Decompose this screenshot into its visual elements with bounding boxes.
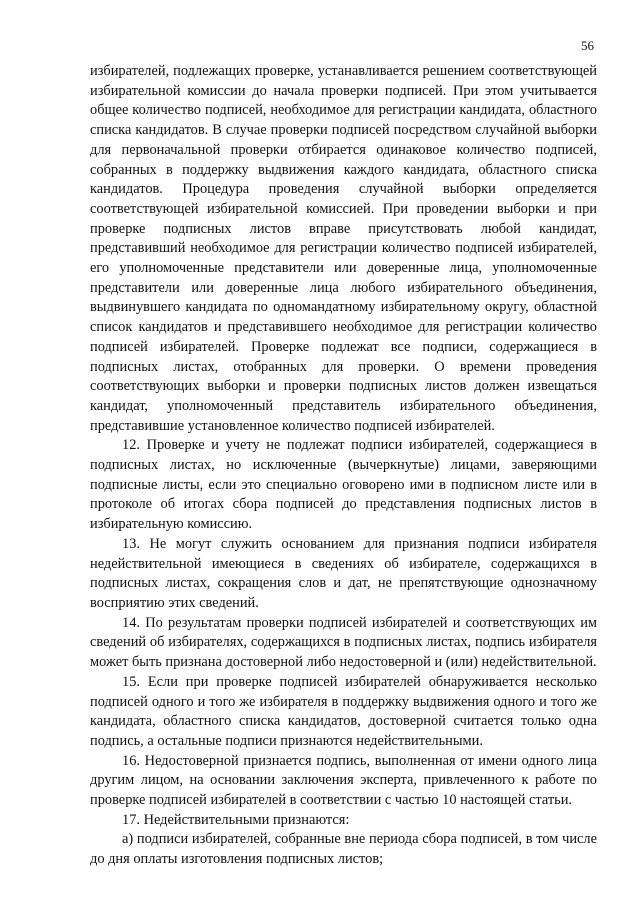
paragraph-item-14: 14. По результатам проверки подписей избирателей и соответствующих им сведений об избирателях, содержащихся в подписных листах, подпись избирателя может быть признана достоверной либо недостоверной и (или) недействительной. [90,614,597,671]
paragraph-item-16: 16. Недостоверной признается подпись, выполненная от имени одного лица другим лицом, на основании заключения эксперта, привлеченного к работе по проверке подписей избирателей в соответствии с частью 10 настоящей статьи. [90,752,597,809]
page-number: 56 [581,38,594,53]
paragraph-item-17a: а) подписи избирателей, собранные вне периода сбора подписей, в том числе до дня оплаты изготовления подписных листов; [90,831,597,868]
document-body [90,62,597,870]
paragraph-item-17: 17. Недействительными признаются: [122,811,350,828]
paragraph-item-13: 13. Не могут служить основанием для признания подписи избирателя недействительной имеющиеся в сведениях об избирателе, содержащихся в подписных листах, сокращения слов и дат, не препятствующие однозначному восприятию этих сведений. [90,535,597,611]
paragraph-item-12: 12. Проверке и учету не подлежат подписи избирателей, содержащиеся в подписных листах, но исключенные (вычеркнутые) лицами, заверяющими подписные листы, если это специально оговорено ими в подписном листе или в протоколе об итогах сбора подписей до представления подписных листов в избирательную комиссию. [90,437,597,533]
paragraph-continuation: избирателей, подлежащих проверке, устанавливается решением соответствующей избирательной комиссии до начала проверки подписей. При этом учитывается общее количество подписей, необходимое для регистрации кандидата, областного списка кандидатов. В случае проверки подписей посредством случайной выборки для первоначальной проверки отбирается одинаковое количество подписей, собранных в поддержку выдвижения каждого кандидата, областного списка кандидатов. Процедура проведения случайной выборки определяется соответствующей избирательной комиссией. При проведении выборки и при проверке подписных листов вправе присутствовать любой кандидат, представивший необходимое для регистрации количество подписей избирателей, его уполномоченные представители или доверенные лица, уполномоченные представители или доверенные лица любого избирательного объединения, выдвинувшего кандидата по одномандатному избирательному округу, областной список кандидатов и представившего необходимое для регистрации количество подписей избирателей. Проверке подлежат все подписи, содержащиеся в подписных листах, отобранных для проверки. О времени проведения соответствующих выборки и проверки подписных листов должен извещаться кандидат, уполномоченный представитель избирательного объединения, представившие установленное количество подписей избирателей. [90,63,597,434]
paragraph-item-15: 15. Если при проверке подписей избирателей обнаруживается несколько подписей одного и того же избирателя в поддержку выдвижения одного и того же кандидата, областного списка кандидатов, достоверной считается только одна подпись, а остальные подписи признаются недействительными. [90,673,597,749]
